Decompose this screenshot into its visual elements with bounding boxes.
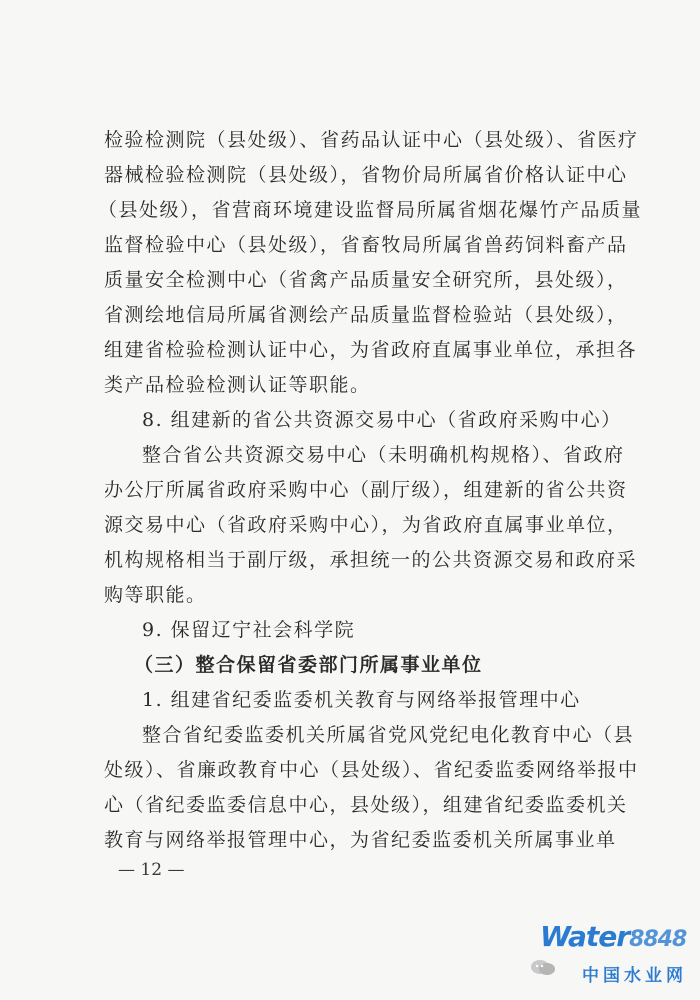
wechat-icon	[530, 958, 556, 976]
section-heading: 9. 保留辽宁社会科学院	[142, 619, 356, 641]
text-line: 机构规格相当于副厅级，承担统一的公共资源交易和政府采	[104, 549, 638, 571]
text-line: 质量安全检测中心（省禽产品质量安全研究所，县处级），	[104, 269, 628, 291]
section-heading: 1. 组建省纪委监委机关教育与网络举报管理中心	[142, 689, 581, 711]
text-line: 器械检验检测院（县处级），省物价局所属省价格认证中心	[104, 164, 628, 186]
text-line: 源交易中心（省政府采购中心），为省政府直属事业单位，	[104, 514, 628, 536]
watermark-logo	[540, 920, 686, 953]
text-line: 省测绘地信局所属省测绘产品质量监督检验站（县处级），	[104, 304, 628, 326]
text-line: 心（省纪委监委信息中心，县处级），组建省纪委监委机关	[104, 794, 628, 816]
text-line: 教育与网络举报管理中心，为省纪委监委机关所属事业单	[104, 829, 617, 851]
section-heading-bold: （三）整合保留省委部门所属事业单位	[134, 654, 483, 676]
text-line: 检验检测院（县处级）、省药品认证中心（县处级）、省医疗	[104, 129, 639, 151]
watermark-logo-num: 8848	[629, 927, 687, 952]
text-line: （县处级），省营商环境建设监督局所属省烟花爆竹产品质量	[98, 199, 643, 221]
text-line: 处级）、省廉政教育中心（县处级）、省纪委监委网络举报中	[104, 759, 639, 781]
watermark	[530, 920, 695, 990]
section-heading: 8. 组建新的省公共资源交易中心（省政府采购中心）	[142, 409, 622, 431]
text-line: 办公厅所属省政府采购中心（副厅级），组建新的省公共资	[104, 479, 628, 501]
watermark-site-name: 中国水业网	[582, 966, 687, 986]
text-line: 整合省公共资源交易中心（未明确机构规格）、省政府	[142, 444, 625, 466]
text-line: 组建省检验检测认证中心，为省政府直属事业单位，承担各	[104, 339, 638, 361]
text-line: 整合省纪委监委机关所属省党风党纪电化教育中心（县	[142, 724, 635, 746]
page-number: — 12 —	[118, 860, 185, 880]
text-line: 监督检验中心（县处级），省畜牧局所属省兽药饲料畜产品	[104, 234, 628, 256]
watermark-logo-text: Water	[540, 920, 630, 953]
text-line: 购等职能。	[104, 584, 207, 606]
text-line: 类产品检验检测认证等职能。	[104, 374, 371, 396]
